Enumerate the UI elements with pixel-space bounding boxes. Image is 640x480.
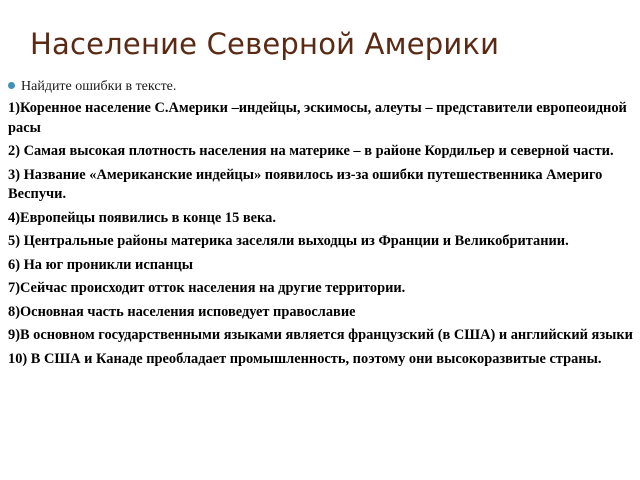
statement-item-1: 1)Коренное население С.Америки –индейцы, эскимосы, алеуты – представители европеоидной расы [8, 100, 627, 136]
statement-item-9: 9)В основном государственными языками является французский (в США) и английский языки [8, 327, 633, 343]
statement-item-3: 3) Название «Американские индейцы» появилось из-за ошибки путешественника Америго Веспучи. [8, 166, 603, 202]
statement-item-10: 10) В США и Канаде преобладает промышленность, поэтому они высокоразвитые страны. [8, 350, 602, 367]
instruction-line [8, 77, 634, 96]
slide-content [8, 77, 634, 373]
statement-item-6: 6) На юг проникли испанцы [8, 256, 194, 273]
bullet-dot-icon [8, 82, 15, 89]
statement-item-8: 8)Основная часть населения исповедует православие [8, 303, 356, 320]
slide-title: Население Северной Америки [30, 27, 500, 61]
error-statements-list [8, 99, 634, 369]
instruction-text: Найдите ошибки в тексте. [21, 79, 177, 94]
statement-item-7: 7)Сейчас происходит отток населения на другие территории. [8, 280, 406, 296]
statement-item-5: 5) Центральные районы материка заселяли выходцы из Франции и Великобритании. [8, 233, 569, 249]
statement-item-4: 4)Европейцы появились в конце 15 века. [8, 209, 276, 226]
statement-item-2: 2) Самая высокая плотность населения на материке – в районе Кордильер и северной части. [8, 143, 614, 159]
